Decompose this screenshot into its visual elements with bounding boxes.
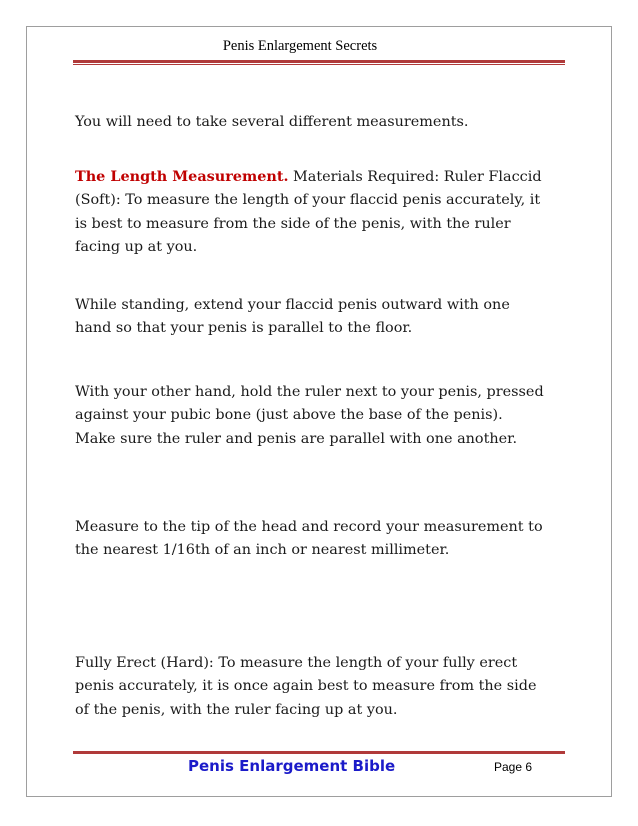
footer-rule (73, 751, 565, 754)
header-rule (73, 60, 565, 63)
paragraph-fully-erect: Fully Erect (Hard): To measure the length of your fully erect penis accurately, it is once again best to measure from the side of the penis, with the ruler facing up at you. (75, 655, 537, 718)
paragraph-standing: While standing, extend your flaccid penis outward with one hand so that your penis is parallel to the floor. (75, 297, 510, 337)
paragraph-length-text: Materials Required: Ruler Flaccid (Soft): To measure the length of your flaccid penis accurately, it is best to measure from the side of the penis, with the ruler facing up at you. (75, 169, 542, 255)
paragraph-measure-tip: Measure to the tip of the head and record your measurement to the nearest 1/16th of an inch or nearest millimeter. (75, 519, 543, 559)
page-number: Page 6 (494, 760, 533, 774)
footer-title: Penis Enlargement Bible (188, 757, 396, 775)
page-header-title: Penis Enlargement Secrets (222, 38, 378, 54)
paragraph-intro: You will need to take several different measurements. (75, 114, 469, 130)
section-heading: The Length Measurement. (75, 168, 289, 185)
paragraph-length-measurement (75, 165, 545, 259)
paragraph-other-hand: With your other hand, hold the ruler next to your penis, pressed against your pubic bone (just above the base of the penis). Make sure the ruler and penis are parallel with one another. (75, 384, 544, 447)
header-rule-thin (73, 64, 565, 65)
